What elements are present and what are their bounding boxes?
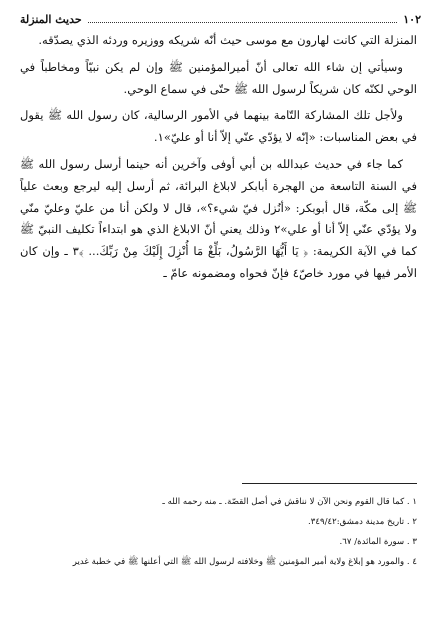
footnote-3: ٣ . سورة المائدة/ ٦٧. <box>339 537 417 547</box>
paragraph-4: كما جاء في حديث عبدالله بن أبي أوفى وآخرين أنه حينما أرسل رسول الله ﷺ في السنة التاسعة من الهجرة أبابكر لابلاغ البرائة، ثم أرسل إليه ليرجع وبعث علياً ﷺ إلى مكّة، قال أبوبكر: «أنُزل فيّ شيء؟»، قال لا ولكن أنا من عليّ وعليّ منّي ولا يؤدّي عنّي إلاّ أنا أو علي»٢ وذلك يعني أنّ الابلاغ الذي هو ابتداءاً تكليف النبيّ ﷺ كما في الآية الكريمة: ﴿ يَا أَيُّهَا الرَّسُولُ، بَلِّغْ مَا أُنْزِلَ إِلَيْكَ مِنْ رَبِّكَ... ﴾٣ ـ وإن كان الأمر فيها في مورد خاصّ٤ فإنّ فحواه ومضمونه عامّ ـ <box>20 156 418 280</box>
paragraph-2: وسيأتي إن شاء الله تعالى أنّ أميرالمؤمنين ﷺ وإن لم يكن نبيّاً ومخاطباً في الوحي لكنّه كان شريكاً لرسول الله ﷺ حتّى في سماع الوحي. <box>20 59 417 96</box>
page-number: ١٠٢ <box>403 13 421 26</box>
footnote-2: ٢ . تاريخ مدينة دمشق:٣٤٩/٤٢. <box>308 517 417 527</box>
footnote-4: ٤ . والمورد هو إبلاغ ولاية أمير المؤمنين ﷺ وخلافته لرسول الله ﷺ التي أعلنها ﷺ في خطبة غدير <box>72 557 417 567</box>
footnote-1: ١ . كما قال القوم ونحن الآن لا نناقش في أصل القصّة. ـ منه رحمه الله ـ <box>162 497 417 507</box>
main-text <box>20 30 417 290</box>
footnotes <box>20 492 417 572</box>
header-dotted-rule <box>88 22 398 23</box>
running-title: حديث المنزلة <box>20 13 82 26</box>
footnote-divider <box>242 483 417 484</box>
running-header <box>20 10 421 26</box>
paragraph-1: المنزلة التي كانت لهارون مع موسى حيث أنّه شريكه ووزيره وردئه الذي يصدّقه. <box>38 33 417 47</box>
paragraph-3: ولأجل تلك المشاركة التّامة بينهما في الأمور الرسالية، كان رسول الله ﷺ يقول في بعض المناسبات: «إنّه لا يؤدّي عنّي إلاّ أنا أو عليّ»١. <box>20 108 417 145</box>
